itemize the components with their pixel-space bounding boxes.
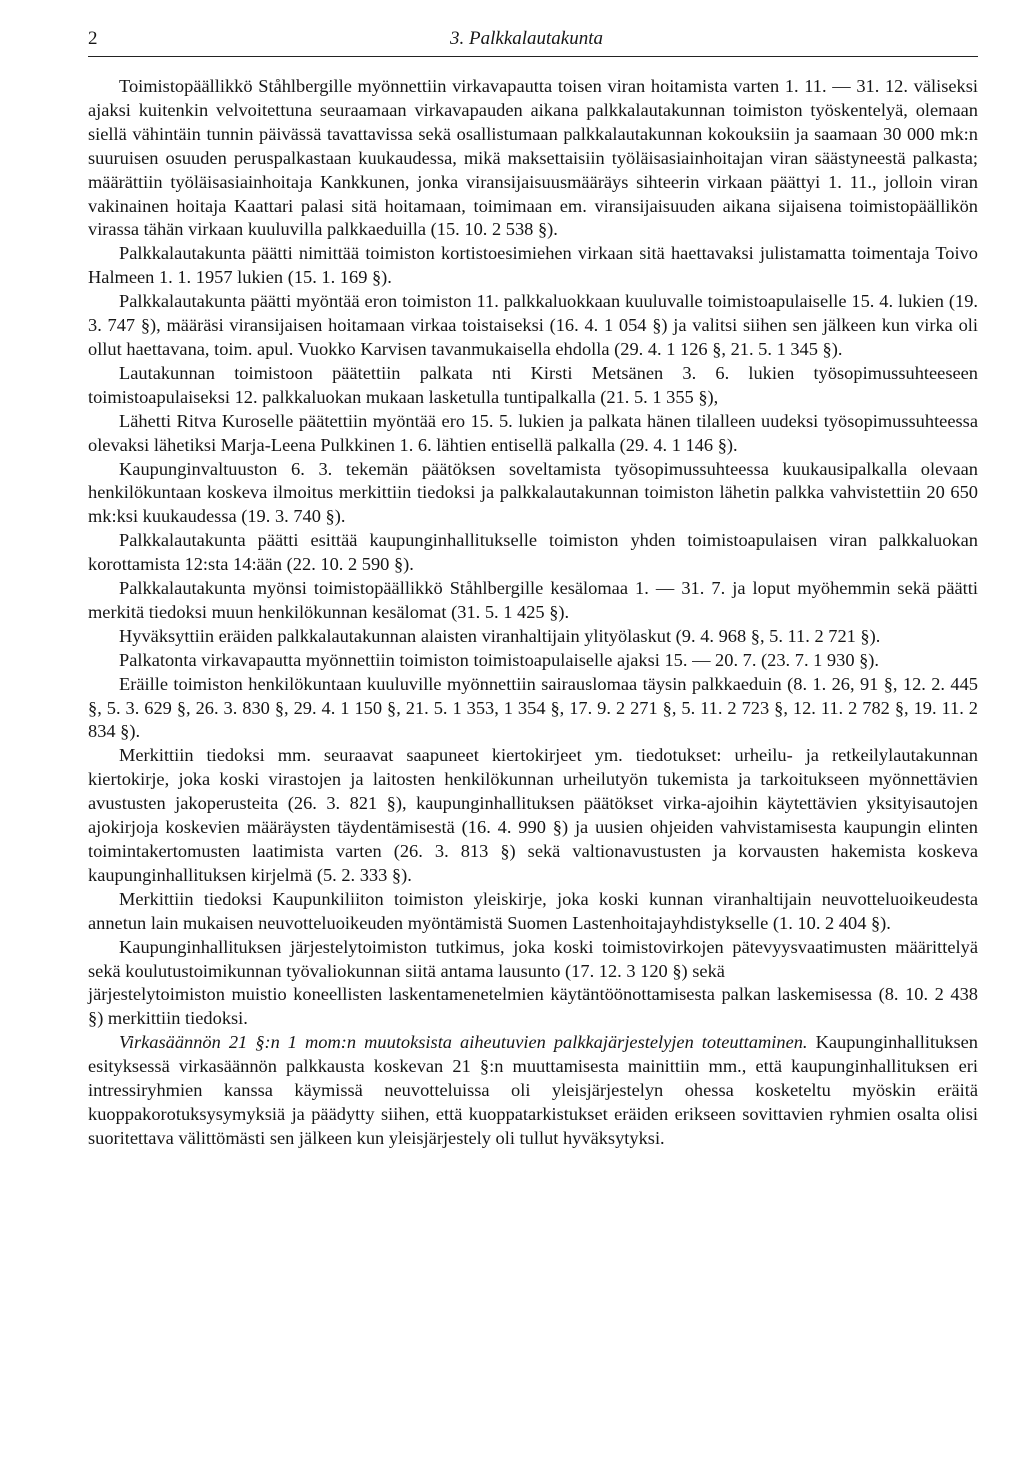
paragraph: Eräille toimiston henkilökuntaan kuuluville myönnettiin sairauslomaa täysin palkkaeduin (8. 1. 26, 91 §, 12. 2. 445 §, 5. 3. 629 §, 26. 3. 830 §, 29. 4. 1 150 §, 21. 5. 1 353, 1 354 §, 17. 9. 2 271 §, 5. 11. 2 723 §, 12. 11. 2 782 §, 19. 11. 2 834 §). (88, 673, 978, 742)
paragraph: Palkkalautakunta päätti myöntää eron toimiston 11. palkkaluokkaan kuuluvalle toimistoapulaiselle 15. 4. lukien (19. 3. 747 §), määräsi viransijaisen hoitamaan virkaa toistaiseksi (16. 4. 1 054 §) ja valitsi siihen sen jälkeen kun virka oli ollut haettavana, toim. apul. Vuokko Karvisen tavanmukaisella ehdolla (29. 4. 1 126 §, 21. 5. 1 345 §). (88, 291, 978, 359)
paragraph: Palkkalautakunta päätti nimittää toimiston kortistoesimiehen virkaan sitä haettavaksi julistamatta toimentaja Toivo Halmeen 1. 1. 1957 lukien (15. 1. 169 §). (88, 243, 978, 288)
paragraph: Toimistopäällikkö Ståhlbergille myönnettiin virkavapautta toisen viran hoitamista varten 1. 11. — 31. 12. väliseksi ajaksi kuitenkin velvoitettuna seuraamaan virkavapauden aikana palkkalautakunnan toimiston työskentelyä, olemaan siellä vähintäin tunnin päivässä tavattavissa sekä osallistumaan palkkalautakunnan kokouksiin ja saamaan 30 000 mk:n suuruisen osuuden peruspalkastaan kuukaudessa, mikä maksettaisiin työläisasiainhoitajan viran säästyneestä palkasta; määrättiin työläisasiainhoitaja Kankkunen, jonka viransijaisuusmääräys sihteerin virkaan päättyi 1. 11., jolloin viran vakinainen hoitaja Kaattari palasi sitä hoitamaan, toimimaan em. viransijaisuuden aikana sijaisena toimistopäällikön virassa tähän virkaan kuuluvilla palkkaeduilla (15. 10. 2 538 §). (88, 76, 978, 240)
document-page (88, 22, 978, 1151)
section-heading: Virkasäännön 21 §:n 1 mom:n muutoksista aiheutuvien palkkajärjestelyjen toteuttaminen. (119, 1032, 808, 1053)
paragraph: Palkkalautakunta myönsi toimistopäällikkö Ståhlbergille kesälomaa 1. — 31. 7. ja loput myöhemmin sekä päätti merkitä tiedoksi muun henkilökunnan kesälomat (31. 5. 1 425 §). (88, 578, 978, 622)
paragraph: Palkkalautakunta päätti esittää kaupunginhallitukselle toimiston yhden toimistoapulaisen viran palkkaluokan korottamista 12:sta 14:ään (22. 10. 2 590 §). (88, 530, 978, 575)
paragraph: Merkittiin tiedoksi Kaupunkiliiton toimiston yleiskirje, joka koski kunnan viranhaltijain neuvotteluoikeudesta annetun lain mukaisen neuvotteluoikeuden myöntämistä Suomen Lastenhoitajayhdistykselle (1. 10. 2 404 §). (88, 888, 978, 933)
paragraph: Kaupunginvaltuuston 6. 3. tekemän päätöksen soveltamista työsopimussuhteessa kuukausipalkalla olevaan henkilökuntaan koskeva ilmoitus merkittiin tiedoksi ja palkkalautakunnan toimiston lähetin palkka vahvistettiin 20 650 mk:ksi kuukaudessa (19. 3. 740 §). (88, 458, 978, 527)
section-title: 3. Palkkalautakunta (450, 28, 604, 49)
paragraph: Lautakunnan toimistoon päätettiin palkata nti Kirsti Metsänen 3. 6. lukien työsopimussuhteeseen toimistoapulaiseksi 12. palkkaluokan mukaan lasketulla tuntipalkalla (21. 5. 1 355 §), (88, 362, 978, 407)
paragraph: järjestelytoimiston muistio koneellisten laskentamenetelmien käytäntöönottamisesta palkan laskemisessa (8. 10. 2 438 §) merkittiin tiedoksi. (88, 984, 978, 1029)
section-text: Kaupunginhallituksen esityksessä virkasäännön palkkausta koskevan 21 §:n muuttamisesta mainittiin mm., että kaupunginhallituksen eri intressiryhmien kanssa käymissä neuvotteluissa oli yleisjärjestelyn ohessa kosketeltu myöskin eräitä kuoppakorotuksysymyksiä ja päädytty siihen, että kuoppatarkistukset eräiden erikseen sovittavien ryhmien osalta olisi suoritettava välittömästi sen jälkeen kun yleisjärjestely oli tullut hyväksytyksi. (88, 1032, 978, 1148)
paragraph: Merkittiin tiedoksi mm. seuraavat saapuneet kiertokirjeet ym. tiedotukset: urheilu- ja retkeilylautakunnan kiertokirje, joka koski virastojen ja laitosten henkilökunnan urheilutyön tukemista ja tarkoitukseen myönnettävien avustusten jakoperusteita (26. 3. 821 §), kaupunginhallituksen päätökset virka-ajoihin käytettävien yksityisautojen ajokirjoja koskevien määräysten täydentämisestä (16. 4. 990 §) ja uusien ohjeiden vahvistamisesta kaupungin elinten toimintakertomusten laatimista varten (26. 3. 813 §) sekä valtionavustusten ja korvausten hakemista koskeva kaupunginhallituksen kirjelmä (5. 2. 333 §). (88, 745, 978, 885)
running-header (88, 22, 978, 57)
page-number: 2 (88, 28, 98, 49)
paragraph: Hyväksyttiin eräiden palkkalautakunnan alaisten viranhaltijain ylityölaskut (9. 4. 968 §, 5. 11. 2 721 §). (119, 625, 881, 646)
final-section (88, 1031, 978, 1151)
paragraph: Palkatonta virkavapautta myönnettiin toimiston toimistoapulaiselle ajaksi 15. — 20. 7. (23. 7. 1 930 §). (119, 649, 880, 670)
paragraph: Kaupunginhallituksen järjestelytoimiston tutkimus, joka koski toimistovirkojen pätevyysvaatimusten määrittelyä sekä koulutustoimikunnan työvaliokunnan siitä antama lausunto (17. 12. 3 120 §) sekä (88, 936, 978, 981)
paragraph: Lähetti Ritva Kuroselle päätettiin myöntää ero 15. 5. lukien ja palkata hänen tilalleen uudeksi työsopimussuhteessa olevaksi lähetiksi Marja-Leena Pulkkinen 1. 6. lähtien entisellä palkalla (29. 4. 1 146 §). (88, 410, 978, 455)
body-text (88, 75, 978, 1151)
